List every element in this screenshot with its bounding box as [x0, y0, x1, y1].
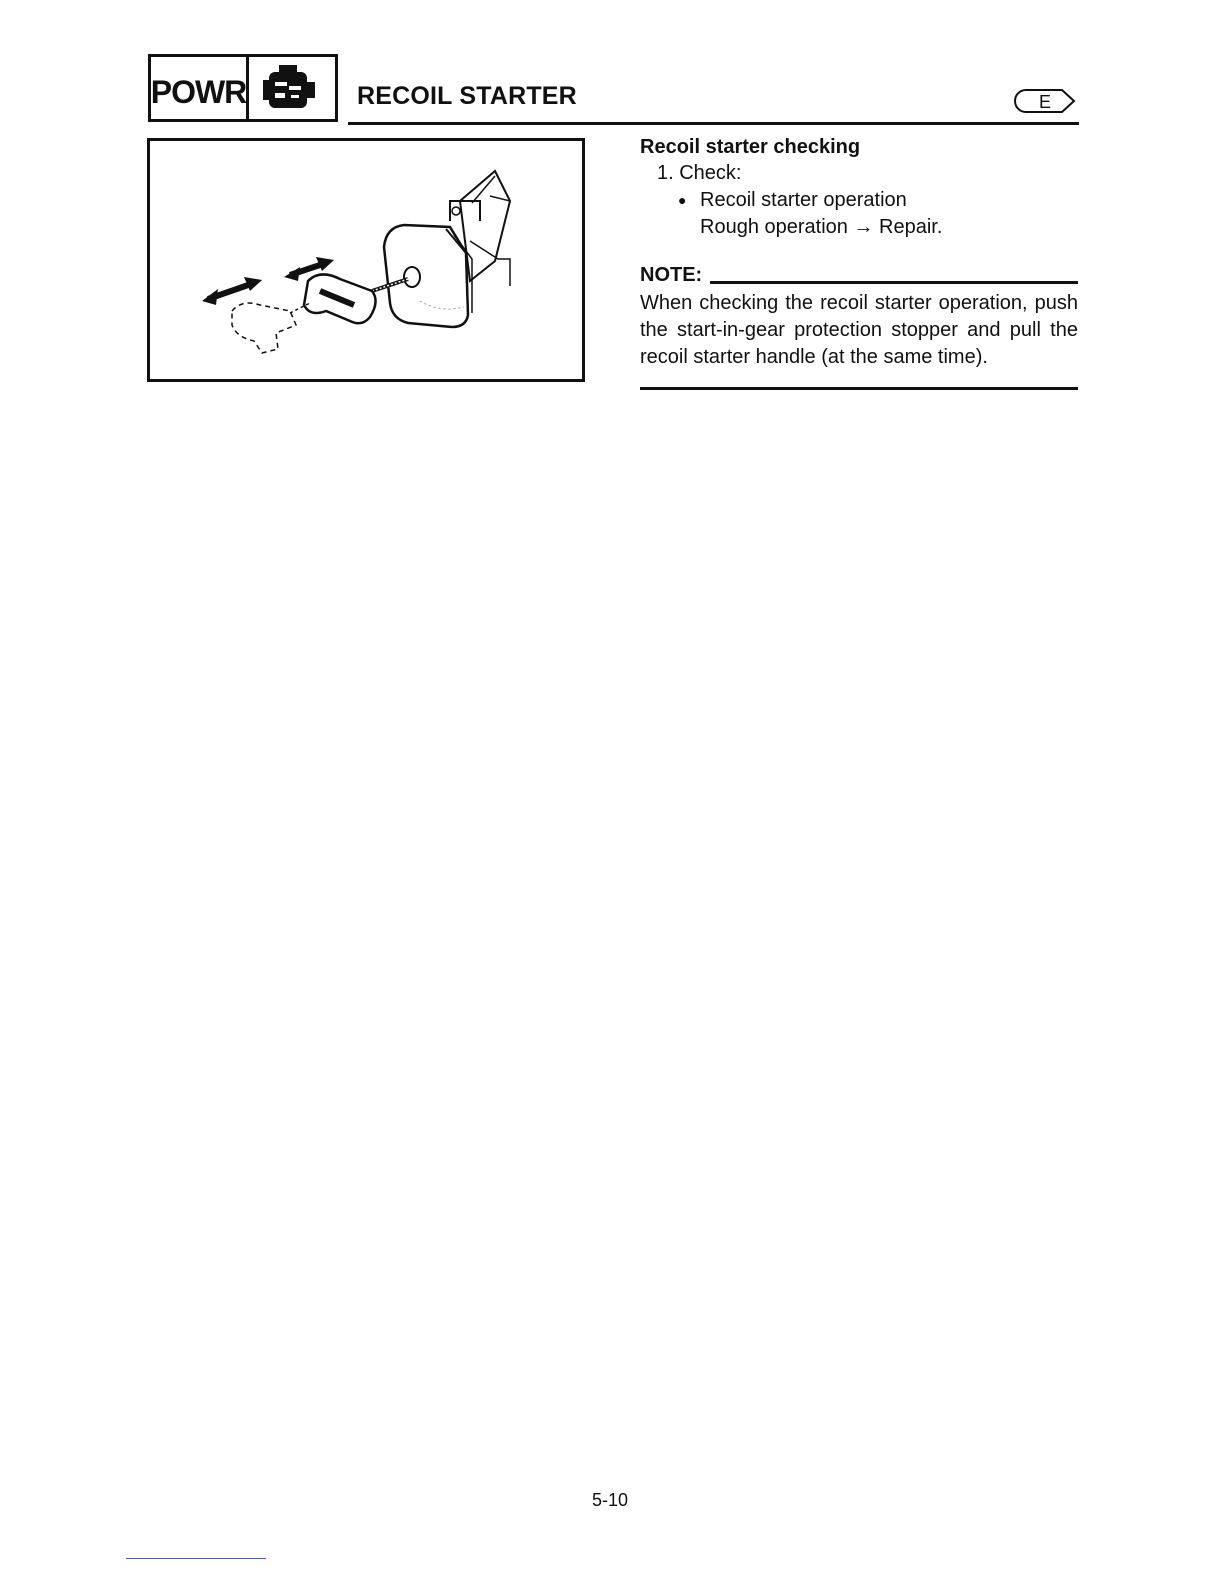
- page-title: RECOIL STARTER: [357, 82, 577, 110]
- figure-frame: [147, 138, 585, 382]
- note-label: NOTE:: [640, 264, 703, 286]
- recoil-starter-pull-illustration: [150, 141, 582, 379]
- header-rule: [348, 122, 1079, 125]
- page-number: 5-10: [591, 1490, 629, 1510]
- procedure-section: [640, 134, 1078, 390]
- note-text: When checking the recoil starter operation, push the start-in-gear protection stopper and pull the recoil starter handle (at the same time).: [640, 292, 1078, 368]
- note-end-rule: [640, 387, 1078, 390]
- list-item: [678, 187, 1078, 214]
- bullet-text: Recoil starter operation: [700, 189, 907, 211]
- section-code: POWR: [151, 57, 249, 119]
- footer-link-rule: [126, 1558, 266, 1559]
- language-badge-icon: [1012, 88, 1076, 114]
- engine-power-icon: [249, 57, 335, 119]
- bullet-icon: ●: [678, 192, 687, 208]
- note-rule: [710, 281, 1078, 284]
- bullet-detail: Rough operation → Repair.: [700, 216, 943, 238]
- note-header: [640, 262, 1078, 289]
- svg-text:E: E: [1038, 92, 1052, 112]
- section-heading: Recoil starter checking: [640, 136, 861, 158]
- step-item: 1. Check:: [657, 162, 742, 184]
- section-badge: [148, 54, 338, 122]
